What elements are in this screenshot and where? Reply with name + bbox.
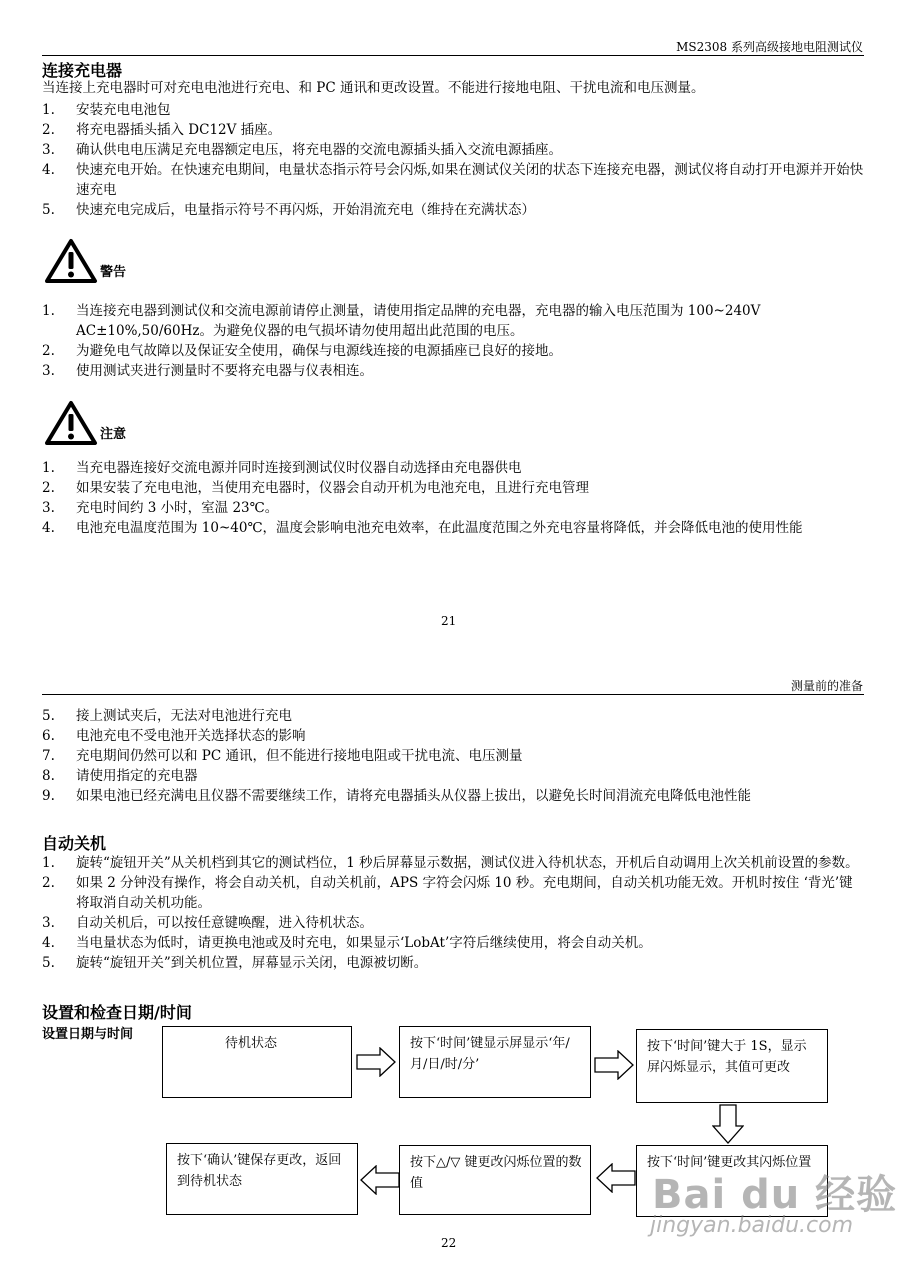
flow-box-move-cursor: 按下‘时间’键更改其闪烁位置 [636, 1145, 828, 1217]
notice-list-continued [42, 706, 864, 806]
arrow-left-icon [360, 1165, 400, 1195]
list-item: 2. 如果安装了充电电池，当使用充电器时，仪器会自动开机为电池充电，且进行充电管理 [42, 480, 589, 496]
list-item: 4. 电池充电温度范围为 10~40℃，温度会影响电池充电效率，在此温度范围之外充电容量将降低，并会降低电池的使用性能 [42, 520, 803, 536]
section-title-auto-off: 自动关机 [42, 834, 107, 853]
notice-label: 注意 [100, 427, 127, 442]
notice-list [42, 458, 864, 538]
list-item: 5. 接上测试夹后，无法对电池进行充电 [42, 708, 292, 724]
list-item: 1. 安装充电电池包 [42, 102, 171, 118]
page-number-21: 21 [441, 614, 457, 628]
list-item: 1. 当连接充电器到测试仪和交流电源前请停止测量，请使用指定品牌的充电器，充电器的输入电压范围为 100~240V AC±10%,50/60Hz。为避免仪器的电气损坏请勿使用超出此范围的电压。 [42, 303, 761, 339]
arrow-right-icon [594, 1050, 634, 1080]
flow-box-save: 按下‘确认’键保存更改，返回到待机状态 [166, 1143, 358, 1215]
list-item: 8. 请使用指定的充电器 [42, 768, 198, 784]
list-item: 2. 如果 2 分钟没有操作，将会自动关机，自动关机前，APS 字符会闪烁 10 秒。充电期间，自动关机功能无效。开机时按住 ‘背光’键将取消自动关机功能。 [42, 875, 853, 911]
warning-triangle-icon [44, 238, 98, 284]
watermark-brand: Bai du 经验 [652, 1172, 898, 1218]
page1-header: MS2308 系列高级接地电阻测试仪 [676, 40, 863, 54]
watermark-url: jingyan.baidu.com [650, 1213, 854, 1238]
warning-triangle-icon [44, 400, 98, 446]
warning-heading [44, 238, 126, 284]
notice-heading [44, 400, 126, 446]
list-item: 5. 旋转“旋钮开关”到关机位置，屏幕显示关闭，电源被切断。 [42, 955, 428, 971]
flow-box-change-value: 按下△/▽ 键更改闪烁位置的数值 [399, 1145, 591, 1215]
flow-box-standby: 待机状态 [162, 1026, 352, 1098]
list-item: 7. 充电期间仍然可以和 PC 通讯，但不能进行接地电阻或干扰电流、电压测量 [42, 748, 523, 764]
charger-intro: 当连接上充电器时可对充电电池进行充电、和 PC 通讯和更改设置。不能进行接地电阻、干扰电流和电压测量。 [42, 80, 705, 96]
charger-steps [42, 100, 864, 220]
auto-off-list [42, 853, 864, 973]
page-number-22: 22 [441, 1236, 457, 1250]
section-title-datetime: 设置和检查日期/时间 [42, 1003, 192, 1022]
page2-header: 测量前的准备 [790, 679, 863, 693]
list-item: 4. 快速充电开始。在快速充电期间，电量状态指示符号会闪烁,如果在测试仪关闭的状态下连接充电器，测试仪将自动打开电源并开始快速充电 [42, 162, 864, 198]
page1-header-rule [42, 55, 864, 56]
list-item: 3. 使用测试夹进行测量时不要将充电器与仪表相连。 [42, 363, 373, 379]
list-item: 1. 当充电器连接好交流电源并同时连接到测试仪时仪器自动选择由充电器供电 [42, 460, 522, 476]
list-item: 6. 电池充电不受电池开关选择状态的影响 [42, 728, 306, 744]
list-item: 5. 快速充电完成后，电量指示符号不再闪烁，开始涓流充电（维持在充满状态） [42, 202, 535, 218]
flow-box-edit-mode: 按下‘时间’键大于 1S，显示屏闪烁显示，其值可更改 [636, 1029, 828, 1103]
datetime-subtitle: 设置日期与时间 [42, 1027, 134, 1042]
list-item: 3. 充电时间约 3 小时，室温 23℃。 [42, 500, 279, 516]
list-item: 1. 旋转“旋钮开关”从关机档到其它的测试档位，1 秒后屏幕显示数据，测试仪进入待机状态，开机后自动调用上次关机前设置的参数。 [42, 855, 859, 871]
list-item: 3. 自动关机后，可以按任意键唤醒，进入待机状态。 [42, 915, 373, 931]
list-item: 4. 当电量状态为低时，请更换电池或及时充电，如果显示‘LobAt’字符后继续使用，将会自动关机。 [42, 935, 652, 951]
flow-box-show-date: 按下‘时间’键显示屏显示‘年/月/日/时/分’ [399, 1026, 591, 1098]
warning-list [42, 301, 864, 381]
list-item: 9. 如果电池已经充满电且仪器不需要继续工作，请将充电器插头从仪器上拔出，以避免长时间涓流充电降低电池性能 [42, 788, 751, 804]
warning-label: 警告 [100, 265, 127, 280]
list-item: 3. 确认供电电压满足充电器额定电压，将充电器的交流电源插头插入交流电源插座。 [42, 142, 562, 158]
section-title-connect-charger: 连接充电器 [42, 61, 123, 80]
arrow-left-icon [596, 1163, 636, 1193]
page2-header-rule [42, 694, 864, 695]
arrow-right-icon [356, 1047, 396, 1077]
arrow-down-icon [712, 1104, 744, 1144]
list-item: 2. 将充电器插头插入 DC12V 插座。 [42, 122, 282, 138]
list-item: 2. 为避免电气故障以及保证安全使用，确保与电源线连接的电源插座已良好的接地。 [42, 343, 562, 359]
